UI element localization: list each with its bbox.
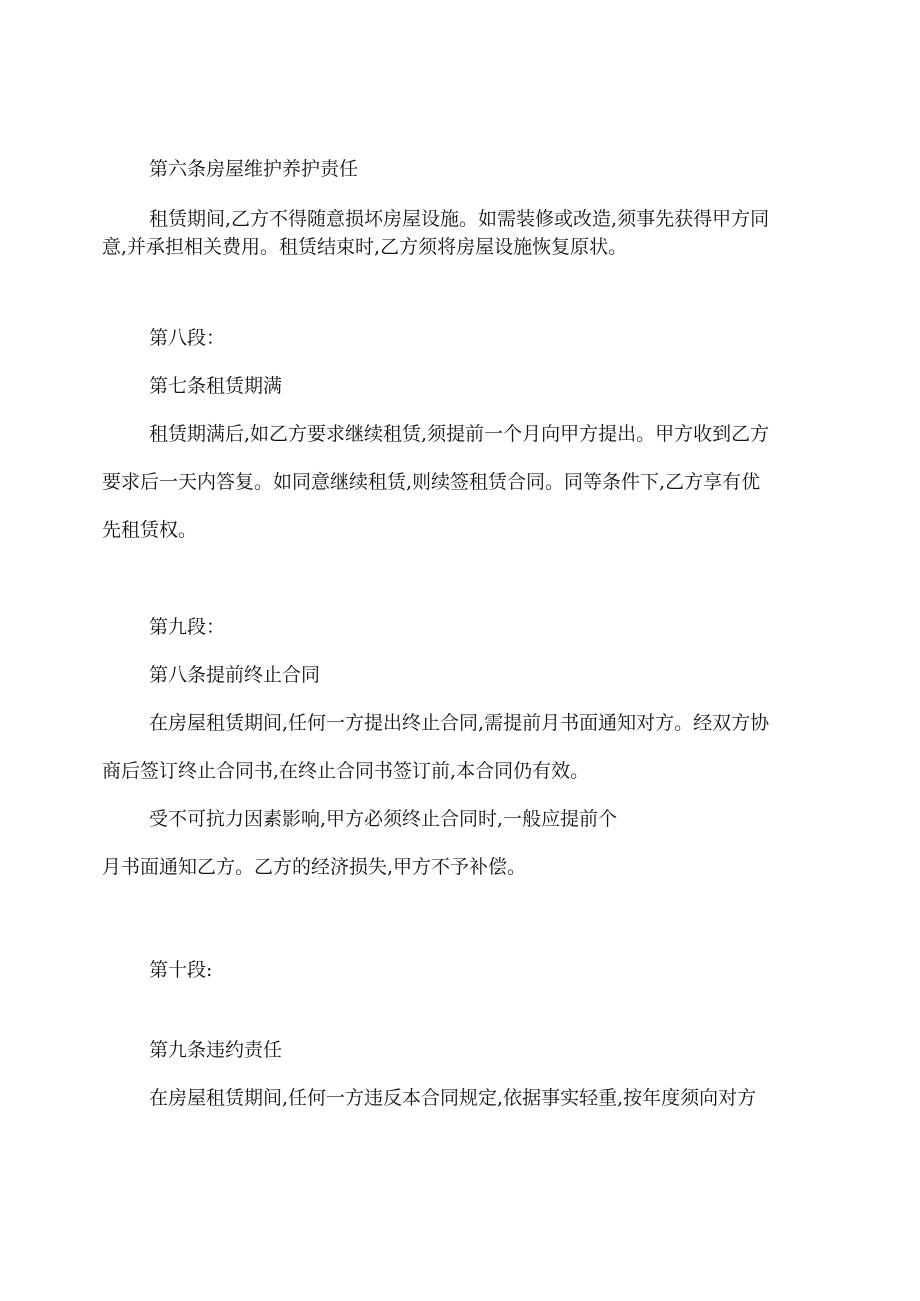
article-6-heading: 第六条房屋维护养护责任 <box>149 158 359 180</box>
article-8-heading: 第八条提前终止合同 <box>149 664 321 686</box>
article-9-text-line-1: 在房屋租赁期间,任何一方违反本合同规定,依据事实轻重,按年度须向对方 <box>149 1087 757 1109</box>
article-7-text-line-1: 租赁期满后,如乙方要求继续租赁,须提前一个月向甲方提出。甲方收到乙方 <box>149 423 770 445</box>
segment-9-label: 第九段： <box>149 616 226 638</box>
article-8-text-line-4: 月书面通知乙方。乙方的经济损失,甲方不予补偿。 <box>102 856 527 878</box>
article-9-heading: 第九条违约责任 <box>149 1039 283 1061</box>
segment-8-label: 第八段： <box>149 327 226 349</box>
article-8-text-line-2: 商后签订终止合同书,在终止合同书签订前,本合同仍有效。 <box>102 760 590 782</box>
article-6-text-line-1: 租赁期间,乙方不得随意损坏房屋设施。如需装修或改造,须事先获得甲方同 <box>149 208 770 230</box>
article-7-text-line-2: 要求后一天内答复。如同意继续租赁,则续签租赁合同。同等条件下,乙方享有优 <box>102 471 761 493</box>
article-7-text-line-3: 先租赁权。 <box>102 519 198 541</box>
article-6-text-line-2: 意,并承担相关费用。租赁结束时,乙方须将房屋设施恢复原状。 <box>102 236 628 258</box>
article-8-text-line-1: 在房屋租赁期间,任何一方提出终止合同,需提前月书面通知对方。经双方协 <box>149 712 770 734</box>
article-8-text-line-3: 受不可抗力因素影响,甲方必须终止合同时,一般应提前个 <box>149 808 618 830</box>
segment-10-label: 第十段: <box>149 959 213 981</box>
article-7-heading: 第七条租赁期满 <box>149 375 283 397</box>
